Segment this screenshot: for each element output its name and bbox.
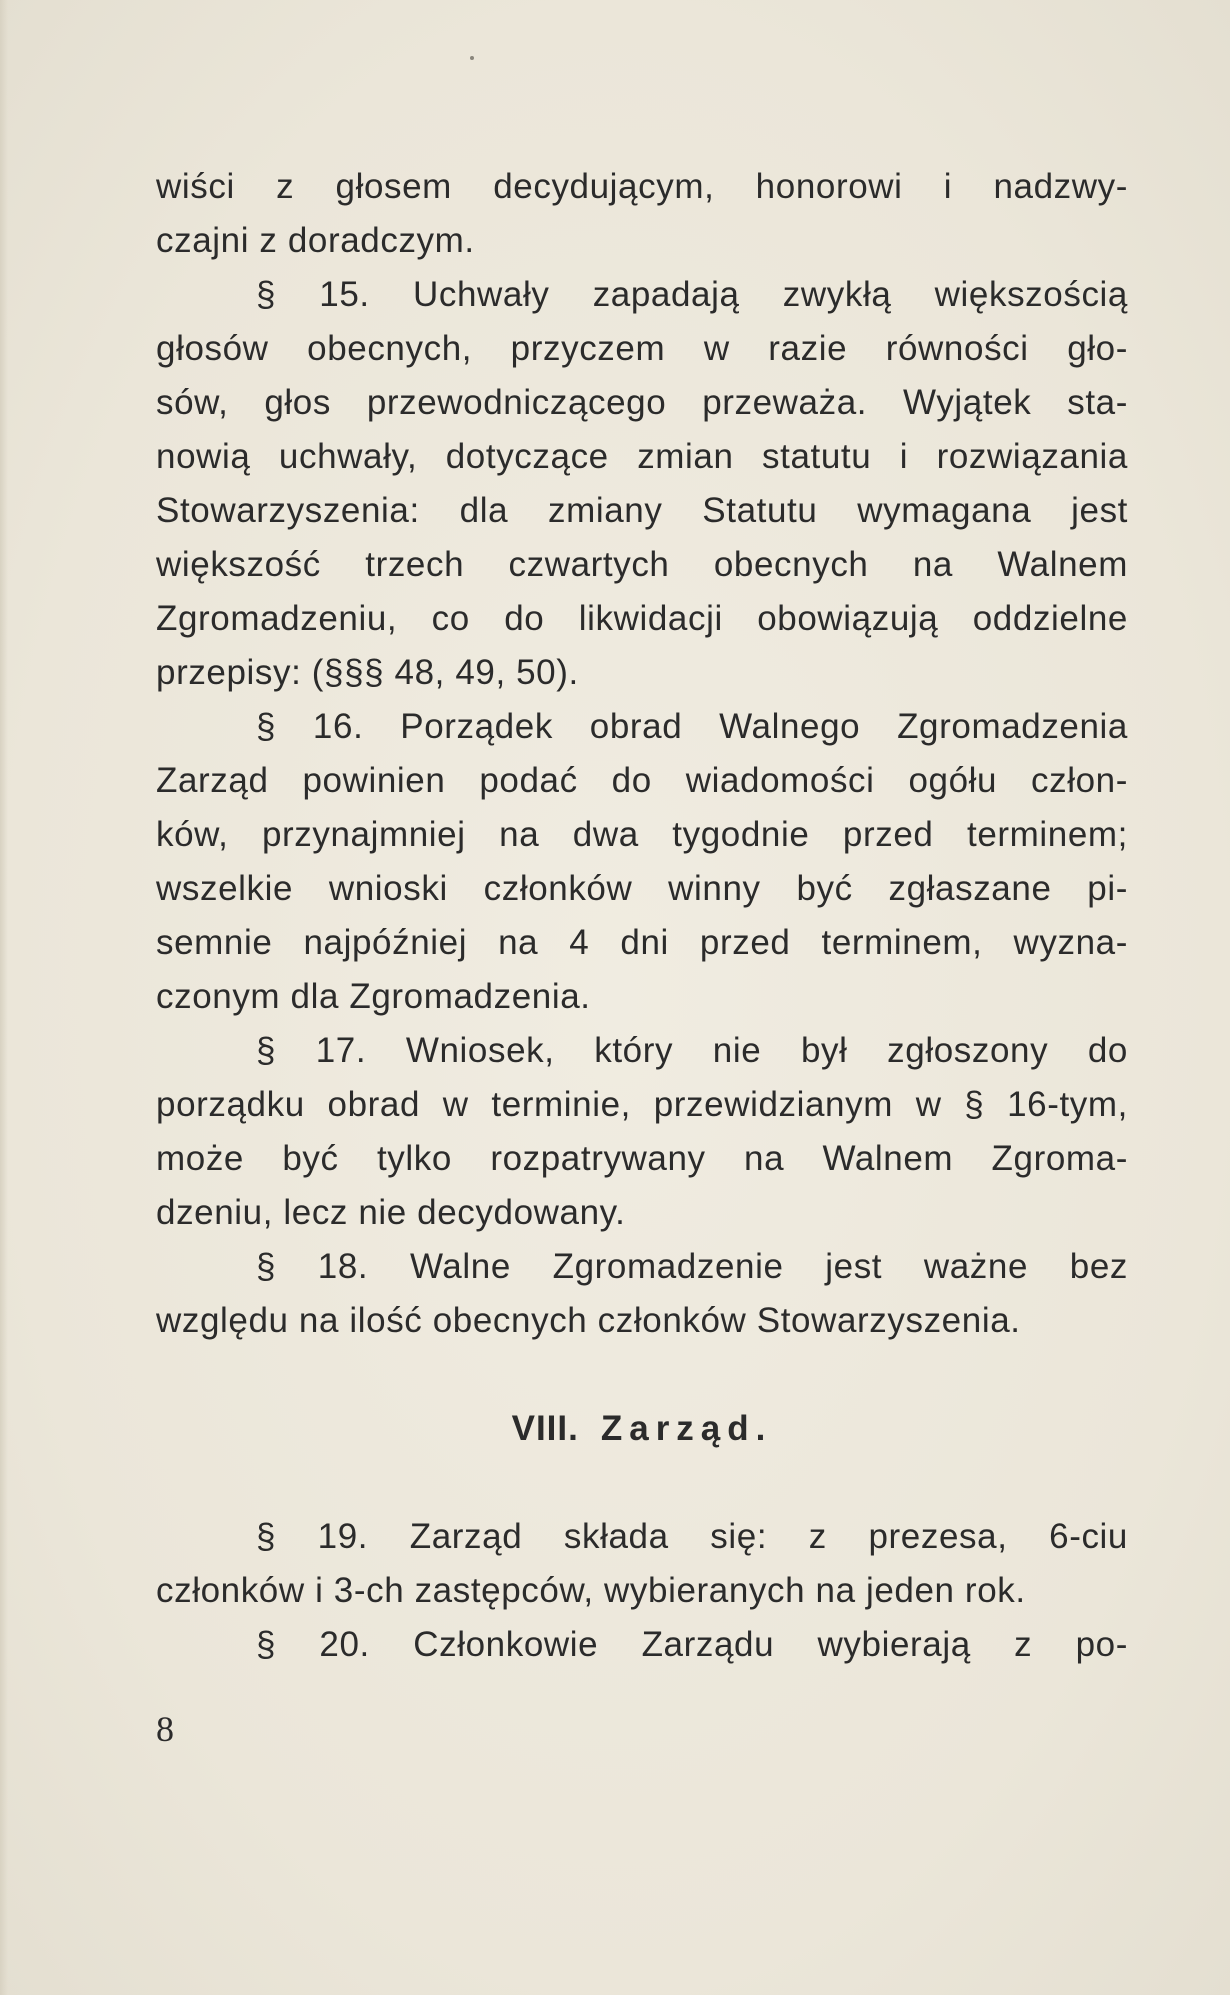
text-line: nowią uchwały, dotyczące zmian statutu i rozwiązania [156,437,1128,476]
text-line: czonym dla Zgromadzenia. [156,977,591,1016]
text-line: ków, przynajmniej na dwa tygodnie przed terminem; [156,815,1128,854]
paragraph-19-start: § 19. Zarząd składa się: z prezesa, 6-ciu [256,1517,1128,1556]
text-line: może być tylko rozpatrywany na Walnem Zgroma- [156,1139,1128,1178]
section-title: Zarząd. [600,1409,773,1448]
text-line: większość trzech czwartych obecnych na Walnem [156,545,1128,584]
paragraph-15-start: § 15. Uchwały zapadają zwykłą większością [256,275,1128,314]
paragraph-17-start: § 17. Wniosek, który nie był zgłoszony do [256,1031,1128,1070]
text-line: Zgromadzeniu, co do likwidacji obowiązują oddzielne [156,599,1128,638]
section-gap [156,1456,1128,1510]
paper-speck [470,56,474,60]
binding-edge [0,0,8,1995]
text-line: Zarząd powinien podać do wiadomości ogółu człon- [156,761,1128,800]
text-line: przepisy: (§§§ 48, 49, 50). [156,653,579,692]
text-line: wiści z głosem decydującym, honorowi i nadzwy- [156,167,1128,206]
text-line: dzeniu, lecz nie decydowany. [156,1193,626,1232]
text-line: wszelkie wnioski członków winny być zgłaszane pi- [156,869,1128,908]
text-line: głosów obecnych, przyczem w razie równości gło- [156,329,1128,368]
section-gap [156,1348,1128,1402]
page-text [156,160,1128,1672]
text-line: czajni z doradczym. [156,221,475,260]
section-numeral: VIII. [511,1409,579,1448]
paragraph-20-start: § 20. Członkowie Zarządu wybierają z po- [256,1625,1128,1664]
paragraph-16-start: § 16. Porządek obrad Walnego Zgromadzenia [256,707,1128,746]
text-line: względu na ilość obecnych członków Stowarzyszenia. [156,1301,1021,1340]
paragraph-18-start: § 18. Walne Zgromadzenie jest ważne bez [256,1247,1128,1286]
text-line: porządku obrad w terminie, przewidzianym w § 16-tym, [156,1085,1128,1124]
page-number: 8 [156,1709,174,1749]
text-line: sów, głos przewodniczącego przeważa. Wyjątek sta- [156,383,1128,422]
text-line: semnie najpóźniej na 4 dni przed terminem, wyzna- [156,923,1128,962]
section-heading [156,1402,1128,1456]
text-line: członków i 3-ch zastępców, wybieranych na jeden rok. [156,1571,1026,1610]
text-line: Stowarzyszenia: dla zmiany Statutu wymagana jest [156,491,1128,530]
